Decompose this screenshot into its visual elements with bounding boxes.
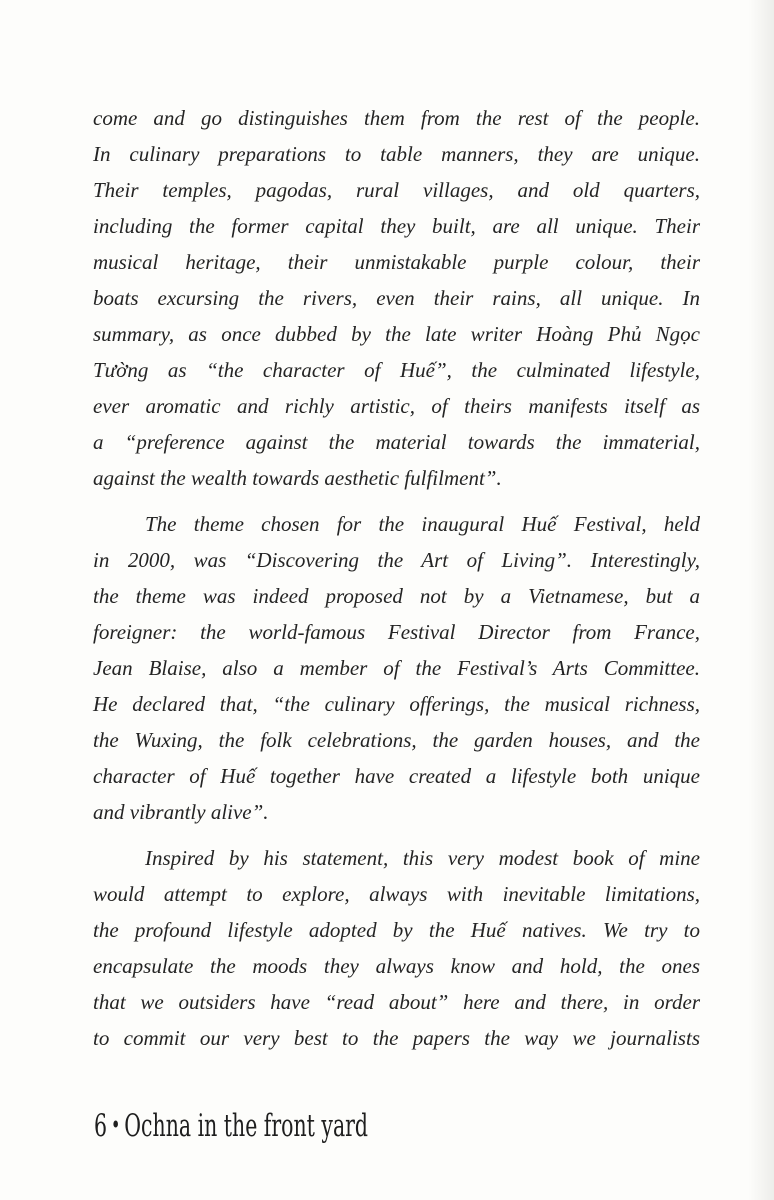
text-line: Inspired by his statement, this very modest book of mine: [145, 846, 700, 870]
text-line: ever aromatic and richly artistic, of theirs manifests itself as: [93, 394, 700, 418]
page-footer: [94, 1108, 368, 1144]
text-line: that we outsiders have “read about” here and there, in order: [93, 990, 700, 1014]
bullet-separator-icon: •: [110, 1111, 121, 1139]
page-number: 6: [94, 1108, 108, 1144]
text-line: Tường as “the character of Huế”, the culminated lifestyle,: [93, 358, 700, 382]
text-line: and vibrantly alive”.: [93, 800, 269, 824]
text-line: He declared that, “the culinary offerings, the musical richness,: [93, 692, 700, 716]
text-line: in 2000, was “Discovering the Art of Living”. Interestingly,: [93, 548, 700, 572]
paragraph: [93, 840, 700, 1056]
text-line: a “preference against the material towards the immaterial,: [93, 430, 700, 454]
text-line: to commit our very best to the papers the way we journalists: [93, 1026, 700, 1050]
text-line: musical heritage, their unmistakable purple colour, their: [93, 250, 700, 274]
page-edge-shadow: [748, 0, 774, 1200]
text-line: encapsulate the moods they always know and hold, the ones: [93, 954, 700, 978]
paragraph: [93, 100, 700, 496]
text-line: summary, as once dubbed by the late writer Hoàng Phủ Ngọc: [93, 322, 700, 346]
text-line: foreigner: the world-famous Festival Director from France,: [93, 620, 700, 644]
text-line: Jean Blaise, also a member of the Festival’s Arts Committee.: [93, 656, 700, 680]
text-line: the theme was indeed proposed not by a Vietnamese, but a: [93, 584, 700, 608]
text-line: the Wuxing, the folk celebrations, the garden houses, and the: [93, 728, 700, 752]
text-line: including the former capital they built, are all unique. Their: [93, 214, 700, 238]
book-title: Ochna in the front yard: [124, 1108, 369, 1144]
text-line: the profound lifestyle adopted by the Huế natives. We try to: [93, 918, 700, 942]
text-line: against the wealth towards aesthetic fulfilment”.: [93, 466, 502, 490]
text-line: In culinary preparations to table manners, they are unique.: [93, 142, 700, 166]
text-line: character of Huế together have created a lifestyle both unique: [93, 764, 700, 788]
text-line: The theme chosen for the inaugural Huế Festival, held: [145, 512, 700, 536]
text-line: boats excursing the rivers, even their rains, all unique. In: [93, 286, 700, 310]
paragraph: [93, 506, 700, 830]
body-text: [93, 100, 700, 1056]
text-line: Their temples, pagodas, rural villages, and old quarters,: [93, 178, 700, 202]
text-line: come and go distinguishes them from the rest of the people.: [93, 106, 700, 130]
text-line: would attempt to explore, always with inevitable limitations,: [93, 882, 700, 906]
